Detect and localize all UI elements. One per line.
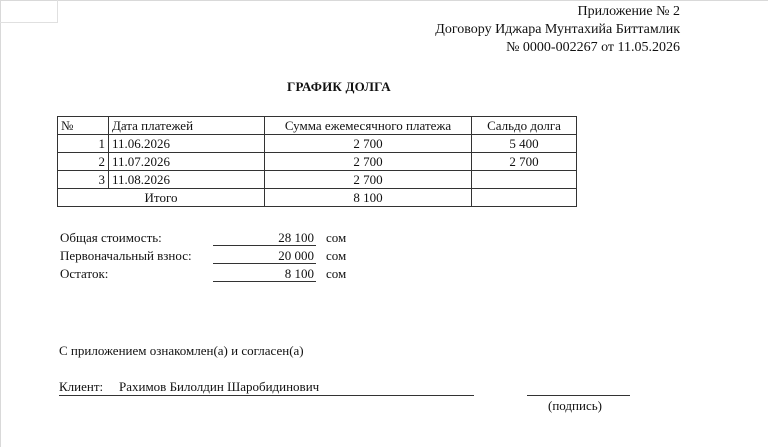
client-line [59, 379, 474, 396]
column-header-number: № [58, 117, 109, 135]
contract-name: Договору Иджара Мунтахийа Биттамлик [435, 22, 680, 37]
payment-amount: 2 700 [265, 153, 472, 171]
agreement-statement: С приложением ознакомлен(а) и согласен(а) [59, 343, 304, 358]
column-header-date: Дата платежей [109, 117, 265, 135]
total-cost-label: Общая стоимость: [60, 230, 162, 245]
document-title: ГРАФИК ДОЛГА [287, 79, 391, 94]
remainder-value: 8 100 [213, 266, 316, 282]
table-row [58, 135, 577, 153]
row-number: 2 [58, 153, 109, 171]
remainder-label: Остаток: [60, 266, 109, 281]
column-header-balance: Сальдо долга [472, 117, 577, 135]
client-name: Рахимов Билолдин Шаробидинович [119, 379, 320, 394]
currency-label: сом [326, 266, 347, 281]
table-header-row [58, 117, 577, 135]
currency-label: сом [326, 230, 347, 245]
payment-date: 11.08.2026 [109, 171, 265, 189]
down-payment-value: 20 000 [213, 248, 316, 264]
total-cost-value: 28 100 [213, 230, 316, 246]
total-balance-empty [472, 189, 577, 207]
down-payment-label: Первоначальный взнос: [60, 248, 192, 263]
debt-balance [472, 171, 577, 189]
debt-balance: 5 400 [472, 135, 577, 153]
debt-schedule-table [57, 116, 577, 207]
table-total-row [58, 189, 577, 207]
payment-amount: 2 700 [265, 171, 472, 189]
payment-date: 11.07.2026 [109, 153, 265, 171]
page-corner-mark [0, 0, 58, 23]
table-row [58, 171, 577, 189]
payment-amount: 2 700 [265, 135, 472, 153]
row-number: 3 [58, 171, 109, 189]
row-number: 1 [58, 135, 109, 153]
currency-label: сом [326, 248, 347, 263]
signature-label: (подпись) [548, 398, 602, 413]
client-label: Клиент: [59, 379, 104, 394]
total-amount: 8 100 [265, 189, 472, 207]
column-header-amount: Сумма ежемесячного платежа [265, 117, 472, 135]
signature-line [527, 395, 630, 396]
debt-balance: 2 700 [472, 153, 577, 171]
contract-number-date: № 0000-002267 от 11.05.2026 [506, 40, 680, 55]
appendix-number: Приложение № 2 [577, 4, 680, 19]
table-row [58, 153, 577, 171]
total-label: Итого [58, 189, 265, 207]
payment-date: 11.06.2026 [109, 135, 265, 153]
